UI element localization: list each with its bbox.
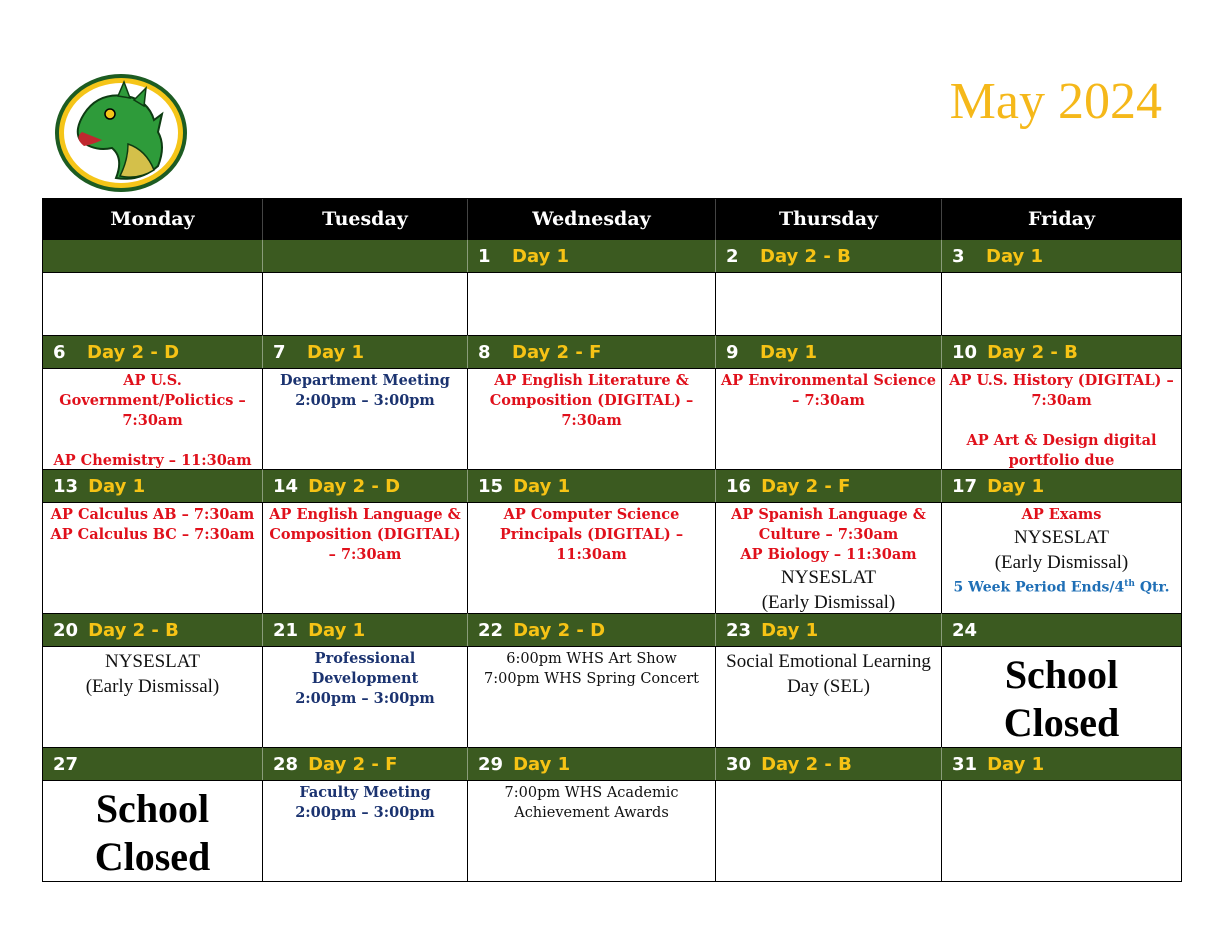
event-text: AP Calculus BC – 7:30am xyxy=(50,526,255,543)
day-cell xyxy=(716,646,942,747)
date-number: 13 xyxy=(53,475,79,497)
event-text: (Early Dismissal) xyxy=(994,552,1129,573)
calendar-grid xyxy=(42,198,1182,882)
event-text: 2:00pm – 3:00pm xyxy=(295,392,435,409)
day-label: Day 1 xyxy=(987,475,1045,497)
date-number: 15 xyxy=(478,475,504,497)
date-header xyxy=(942,613,1181,646)
date-number: 8 xyxy=(478,341,491,363)
event-text: Department Meeting xyxy=(280,372,450,389)
day-cell xyxy=(468,368,716,469)
day-label: Day 2 - D xyxy=(308,475,401,497)
date-header xyxy=(43,469,263,502)
day-label: Day 1 xyxy=(513,475,571,497)
day-label: Day 2 - F xyxy=(512,341,602,363)
day-label: Day 2 - B xyxy=(761,753,852,775)
date-header xyxy=(263,747,468,780)
day-cell xyxy=(468,780,716,881)
date-header xyxy=(468,747,716,780)
weekday-thursday: Thursday xyxy=(716,199,942,239)
day-cell xyxy=(43,368,263,469)
event-text: 7:00pm WHS Academic Achievement Awards xyxy=(504,785,679,821)
date-number: 28 xyxy=(273,753,299,775)
date-header xyxy=(263,469,468,502)
event-text: AP U.S. Government/Polictics – 7:30am xyxy=(59,372,246,429)
day-cell xyxy=(716,780,942,881)
day-cell xyxy=(263,646,468,747)
date-header xyxy=(263,335,468,368)
day-label: Day 2 - F xyxy=(761,475,851,497)
day-label: Day 2 - B xyxy=(987,341,1078,363)
weekday-friday: Friday xyxy=(1027,208,1096,230)
date-header xyxy=(942,747,1181,780)
date-number: 22 xyxy=(478,619,504,641)
day-label: Day 1 xyxy=(513,753,571,775)
day-cell xyxy=(942,272,1181,335)
event-text: NYSESLAT xyxy=(104,651,200,672)
event-text: AP Environmental Science – 7:30am xyxy=(721,372,936,409)
day-cell xyxy=(263,368,468,469)
date-header xyxy=(43,335,263,368)
date-header xyxy=(942,239,1181,272)
event-text: AP Art & Design digital portfolio due xyxy=(966,432,1157,469)
date-number: 31 xyxy=(952,753,978,775)
date-number: 1 xyxy=(478,245,491,267)
week-2 xyxy=(43,335,1181,469)
date-number: 21 xyxy=(273,619,299,641)
day-cell xyxy=(263,502,468,613)
day-cell xyxy=(716,368,942,469)
date-number: 30 xyxy=(726,753,752,775)
weekday-wednesday: Wednesday xyxy=(468,199,716,239)
day-cell xyxy=(716,502,942,613)
date-header xyxy=(43,747,263,780)
event-text: AP Calculus AB – 7:30am xyxy=(50,506,255,523)
school-closed-text: School Closed xyxy=(94,786,211,879)
day-label: Day 1 xyxy=(761,619,819,641)
day-cell xyxy=(716,272,942,335)
day-label: Day 1 xyxy=(88,475,146,497)
dragon-mascot-icon xyxy=(54,74,188,192)
event-text: AP Exams xyxy=(1021,506,1102,523)
date-header xyxy=(942,469,1181,502)
event-text: AP English Literature & Composition (DIGITAL) – 7:30am xyxy=(489,372,694,429)
day-cell xyxy=(43,780,263,881)
date-number: 10 xyxy=(952,341,978,363)
date-number: 3 xyxy=(952,245,965,267)
day-label: Day 1 xyxy=(308,619,366,641)
date-number: 7 xyxy=(273,341,286,363)
date-header xyxy=(716,613,942,646)
date-header xyxy=(43,613,263,646)
date-number: 2 xyxy=(726,245,739,267)
date-number: 20 xyxy=(53,619,79,641)
date-number: 27 xyxy=(53,753,79,775)
day-label: Day 1 xyxy=(307,341,365,363)
event-text: AP Chemistry – 11:30am xyxy=(53,452,252,469)
day-cell xyxy=(43,502,263,613)
page-title: May 2024 xyxy=(949,73,1162,130)
weekday-header xyxy=(43,199,1181,239)
week-5 xyxy=(43,747,1181,881)
day-cell xyxy=(942,780,1181,881)
day-label: Day 1 xyxy=(760,341,818,363)
day-label: Day 2 - B xyxy=(760,245,851,267)
date-header xyxy=(716,239,942,272)
day-label: Day 2 - D xyxy=(87,341,180,363)
event-text: 2:00pm – 3:00pm xyxy=(295,690,435,707)
event-text: Social Emotional Learning Day (SEL) xyxy=(726,651,931,697)
date-header xyxy=(716,469,942,502)
weekday-tuesday: Tuesday xyxy=(263,199,468,239)
date-number: 23 xyxy=(726,619,752,641)
day-cell xyxy=(43,272,263,335)
day-cell xyxy=(942,368,1181,469)
date-number: 17 xyxy=(952,475,978,497)
event-text: NYSESLAT xyxy=(1013,527,1109,548)
day-label: Day 1 xyxy=(987,753,1045,775)
event-text: 5 Week Period Ends/4th Qtr. xyxy=(953,579,1170,596)
event-text: AP Computer Science Principals (DIGITAL) – 11:30am xyxy=(499,506,684,563)
date-header xyxy=(263,613,468,646)
date-header xyxy=(468,469,716,502)
event-text: 2:00pm – 3:00pm xyxy=(295,804,435,821)
date-number: 29 xyxy=(478,753,504,775)
event-text: Faculty Meeting xyxy=(299,784,431,801)
weekday-monday: Monday xyxy=(43,199,263,239)
day-cell xyxy=(942,646,1181,747)
event-text: AP Spanish Language & Culture – 7:30am xyxy=(731,506,926,543)
date-header xyxy=(263,239,468,272)
day-cell xyxy=(468,502,716,613)
day-label: Day 1 xyxy=(512,245,570,267)
day-label: Day 2 - F xyxy=(308,753,398,775)
date-header xyxy=(468,335,716,368)
event-text: 6:00pm WHS Art Show xyxy=(506,651,677,667)
day-label: Day 2 - B xyxy=(88,619,179,641)
week-4 xyxy=(43,613,1181,747)
day-label: Day 2 - D xyxy=(513,619,606,641)
day-label: Day 1 xyxy=(986,245,1044,267)
date-header xyxy=(716,747,942,780)
date-header xyxy=(468,239,716,272)
event-text: AP Biology – 11:30am xyxy=(740,546,917,563)
day-cell xyxy=(468,646,716,747)
event-text: 7:00pm WHS Spring Concert xyxy=(484,671,699,687)
date-number: 14 xyxy=(273,475,299,497)
date-number: 6 xyxy=(53,341,66,363)
event-text: AP English Language & Composition (DIGITAL) – 7:30am xyxy=(269,506,461,563)
date-number: 16 xyxy=(726,475,752,497)
day-cell xyxy=(263,272,468,335)
date-header xyxy=(716,335,942,368)
week-3 xyxy=(43,469,1181,613)
day-cell xyxy=(468,272,716,335)
week-1 xyxy=(43,239,1181,335)
date-header xyxy=(942,335,1181,368)
event-text: Professional Development xyxy=(311,650,419,687)
event-text: AP U.S. History (DIGITAL) – 7:30am xyxy=(949,372,1174,409)
school-closed-text: School Closed xyxy=(1003,652,1120,745)
date-number: 9 xyxy=(726,341,739,363)
event-text: (Early Dismissal) xyxy=(761,592,896,613)
day-cell xyxy=(942,502,1181,613)
event-text: NYSESLAT xyxy=(780,567,876,588)
date-header xyxy=(468,613,716,646)
date-number: 24 xyxy=(952,619,978,641)
event-text: (Early Dismissal) xyxy=(85,676,220,697)
day-cell xyxy=(263,780,468,881)
day-cell xyxy=(43,646,263,747)
date-header xyxy=(43,239,263,272)
